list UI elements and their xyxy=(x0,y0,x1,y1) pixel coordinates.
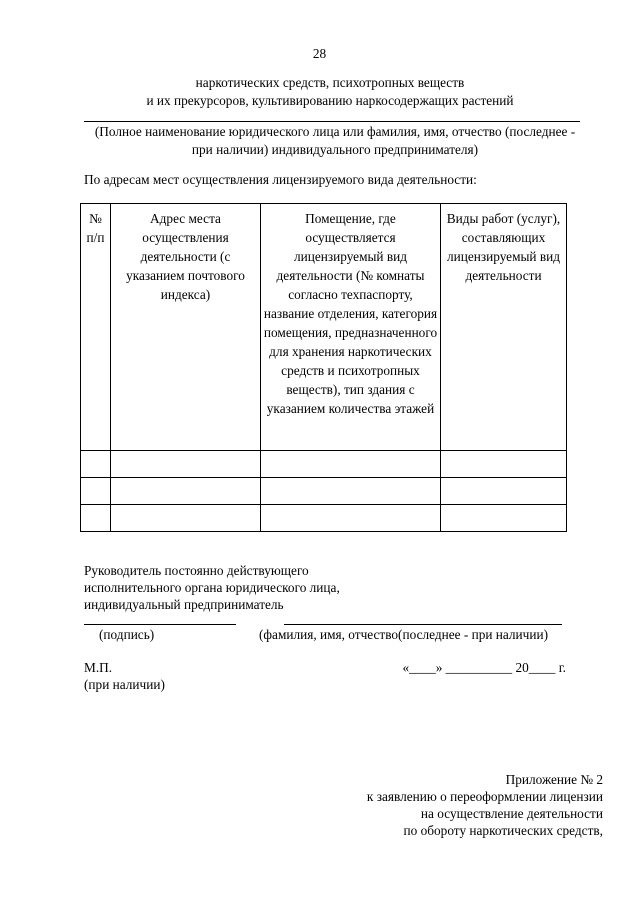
full-name-line xyxy=(284,624,562,625)
table-cell xyxy=(81,505,111,532)
entity-caption-line-2: при наличии) индивидуального предпринимателя) xyxy=(191,142,479,157)
signer-line-3: индивидуальный предприниматель xyxy=(84,597,284,612)
stamp-label: М.П. xyxy=(84,660,113,675)
entity-name-line xyxy=(84,121,580,122)
appendix-line-1: Приложение № 2 xyxy=(505,772,603,787)
table-cell xyxy=(81,451,111,478)
stamp-note: (при наличии) xyxy=(84,677,165,692)
table-cell xyxy=(81,478,111,505)
signer-line-2: исполнительного органа юридического лица, xyxy=(84,580,340,595)
table-cell xyxy=(111,451,261,478)
activity-sites-table xyxy=(80,203,567,532)
header-line-1: наркотических средств, психотропных веществ xyxy=(195,75,465,90)
table-header-row xyxy=(81,204,567,451)
table-cell xyxy=(441,478,567,505)
appendix-line-2: к заявлению о переоформлении лицензии xyxy=(366,789,603,804)
signature-line xyxy=(84,624,236,625)
appendix-line-3: на осуществление деятельности xyxy=(420,806,603,821)
header-line-2: и их прекурсоров, культивированию наркосодержащих растений xyxy=(146,93,514,108)
table-row xyxy=(81,505,567,532)
table-cell xyxy=(441,505,567,532)
table-cell xyxy=(261,478,441,505)
table-cell xyxy=(111,478,261,505)
table-cell xyxy=(111,505,261,532)
header-address: Адрес места осуществления деятельности (с указанием почтового индекса) xyxy=(111,204,261,451)
table-row xyxy=(81,478,567,505)
header-number: № п/п xyxy=(81,204,111,451)
date-field: «____» __________ 20____ г. xyxy=(402,660,566,675)
table-row xyxy=(81,451,567,478)
table-cell xyxy=(261,451,441,478)
full-name-caption: (фамилия, имя, отчество(последнее - при наличии) xyxy=(259,627,549,642)
header-work-types: Виды работ (услуг), составляющих лицензируемый вид деятельности xyxy=(441,204,567,451)
table-cell xyxy=(441,451,567,478)
header-premises: Помещение, где осуществляется лицензируемый вид деятельности (№ комнаты согласно техпаспорту, название отделения, категория помещения, предназначенного для хранения наркотических средств и психотропных веществ), тип здания с указанием количества этажей xyxy=(261,204,441,451)
entity-caption-line-1: (Полное наименование юридического лица или фамилия, имя, отчество (последнее - xyxy=(94,124,576,139)
addresses-intro: По адресам мест осуществления лицензируемого вида деятельности: xyxy=(84,172,477,187)
table-cell xyxy=(261,505,441,532)
appendix-line-4: по обороту наркотических средств, xyxy=(403,823,603,838)
page-number: 28 xyxy=(312,46,327,61)
signature-caption: (подпись) xyxy=(99,627,155,642)
signer-line-1: Руководитель постоянно действующего xyxy=(84,563,309,578)
